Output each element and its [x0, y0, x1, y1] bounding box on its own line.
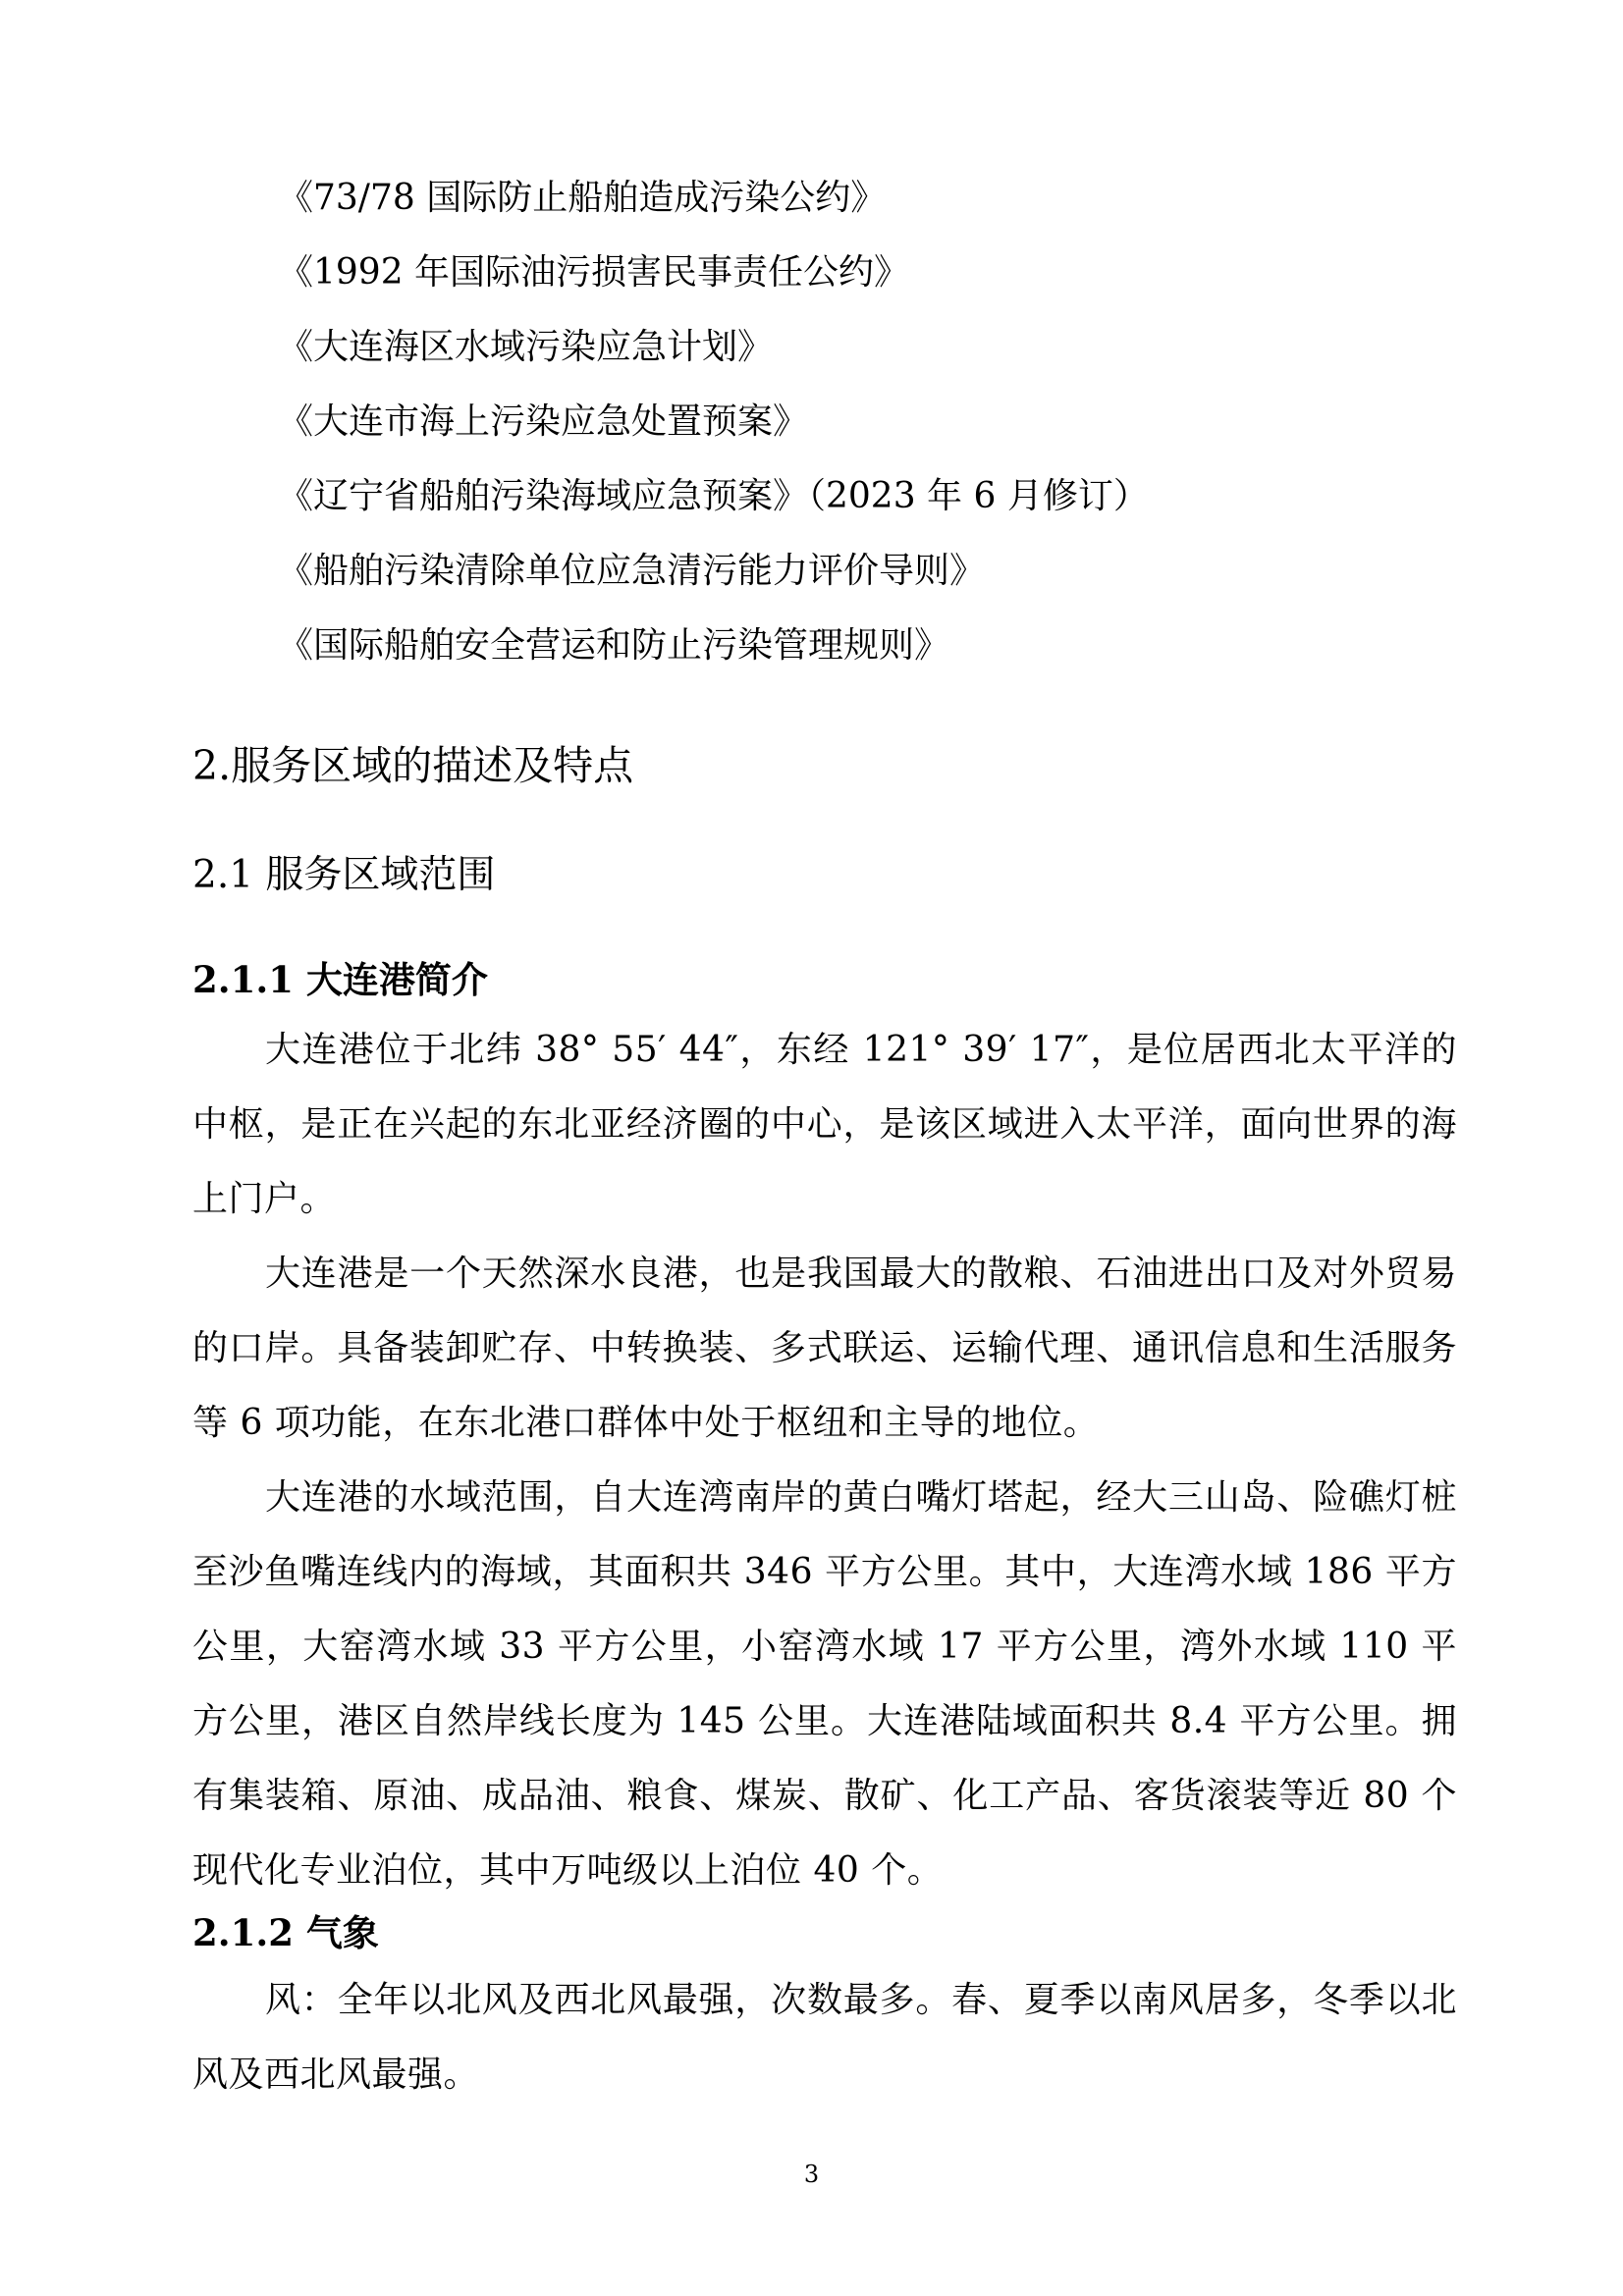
section-heading: 2.服务区域的描述及特点 — [192, 742, 634, 789]
body-paragraph: 大连港是一个天然深水良港，也是我国最大的散粮、石油进出口及对外贸易的口岸。具备装卸贮存、中转换装、多式联运、运输代理、通讯信息和生活服务等 6 项功能，在东北港口群体中处于枢纽和主导的地位。 — [192, 1254, 1457, 1443]
body-paragraph: 风：全年以北风及西北风最强，次数最多。春、夏季以南风居多，冬季以北风及西北风最强。 — [192, 1980, 1457, 2095]
reference-item: 《大连海区水域污染应急计划》 — [278, 327, 774, 367]
subsubsection-heading: 2.1.2 气象 — [192, 1911, 379, 1954]
reference-item: 《船舶污染清除单位应急清污能力评价导则》 — [278, 551, 986, 591]
body-paragraph: 大连港位于北纬 38° 55′ 44″，东经 121° 39′ 17″，是位居西北太平洋的中枢，是正在兴起的东北亚经济圈的中心，是该区域进入太平洋，面向世界的海上门户。 — [192, 1030, 1457, 1219]
reference-item: 《大连市海上污染应急处置预案》 — [278, 401, 809, 442]
reference-item: 《73/78 国际防止船舶造成污染公约》 — [278, 178, 887, 218]
reference-item: 《辽宁省船舶污染海域应急预案》（2023 年 6 月修订） — [278, 476, 1149, 516]
subsection-heading: 2.1 服务区域范围 — [192, 853, 496, 897]
subsubsection-heading: 2.1.1 大连港简介 — [192, 958, 488, 1001]
body-paragraph: 大连港的水域范围，自大连湾南岸的黄白嘴灯塔起，经大三山岛、险礁灯桩至沙鱼嘴连线内的海域，其面积共 346 平方公里。其中，大连湾水域 186 平方公里，大窑湾水域 33 平方公里，小窑湾水域 17 平方公里，湾外水域 110 平方公里，港区自然岸线长度为 145 公里。大连港陆域面积共 8.4 平方公里。拥有集装箱、原油、成品油、粮食、煤炭、散矿、化工产品、客货滚装等近 80 个现代化专业泊位，其中万吨级以上泊位 40 个。 — [192, 1477, 1457, 1891]
reference-item: 《1992 年国际油污损害民事责任公约》 — [278, 252, 910, 293]
page-number: 3 — [803, 2161, 820, 2188]
reference-item: 《国际船舶安全营运和防止污染管理规则》 — [278, 625, 950, 666]
